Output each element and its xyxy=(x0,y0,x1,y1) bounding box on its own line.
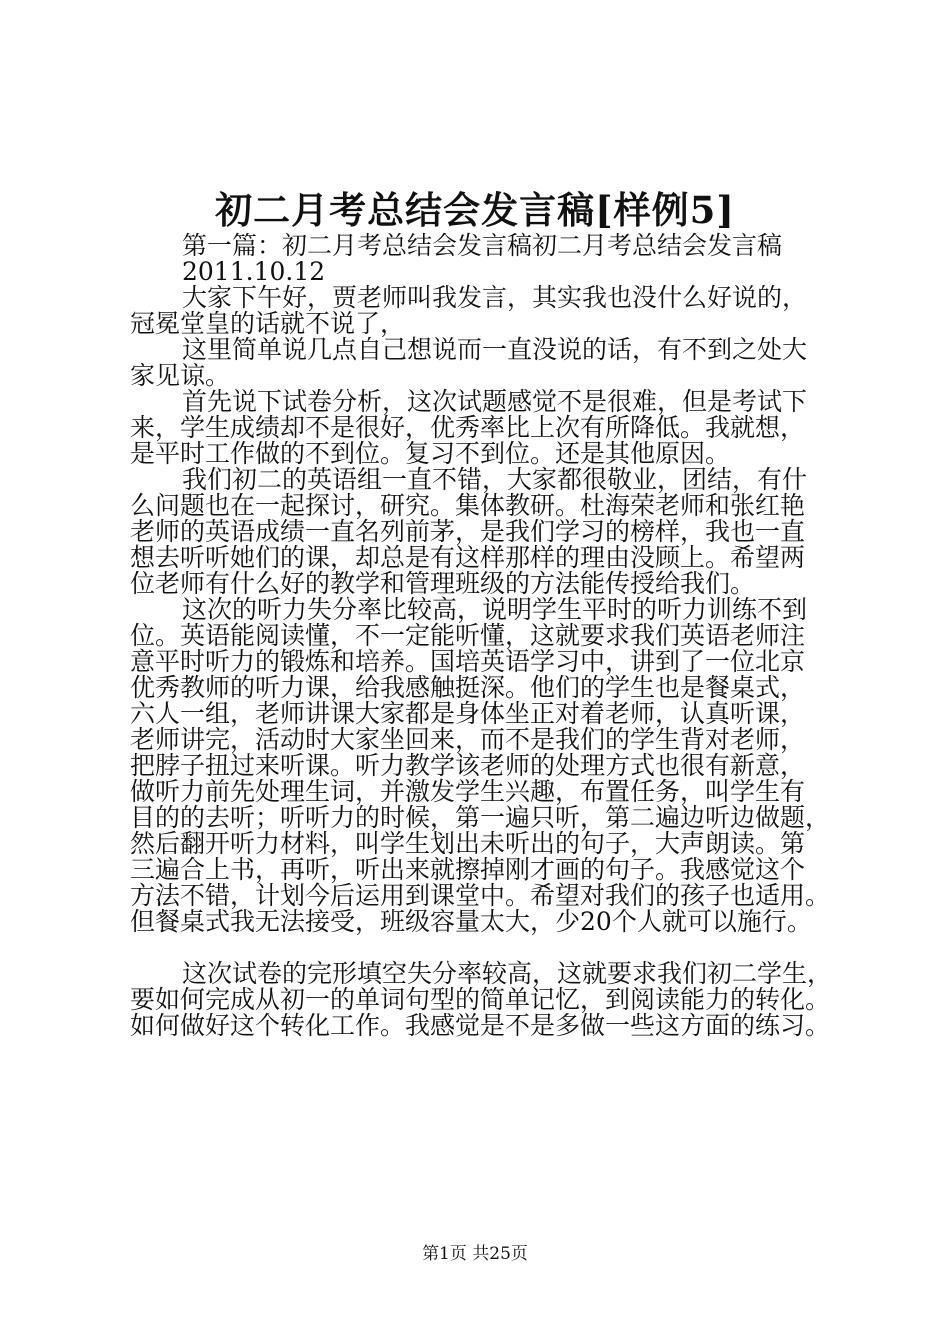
text-line: 三遍合上书，再听，听出来就擦掉刚才画的句子。我感觉这个 xyxy=(130,855,806,884)
page-footer: 第1页 共25页 xyxy=(422,1244,528,1264)
text-line: 老师讲完，活动时大家坐回来，而不是我们的学生背对老师， xyxy=(130,725,806,754)
text-line: 做听力前先处理生词，并激发学生兴趣，布置任务，叫学生有 xyxy=(130,777,806,806)
text-line: 这次试卷的完形填空失分率较高，这就要求我们初二学生， xyxy=(182,959,833,988)
blank-line xyxy=(130,935,830,961)
text-line: 如何做好这个转化工作。我感觉是不是多做一些这方面的练习。 xyxy=(130,1011,831,1040)
text-line: 六人一组，老师讲课大家都是身体坐正对着老师，认真听课， xyxy=(130,699,806,728)
text-line: 位老师有什么好的教学和管理班级的方法能传授给我们。 xyxy=(130,569,756,598)
text-line: 想去听听她们的课，却总是有这样那样的理由没顾上。希望两 xyxy=(130,543,806,572)
subtitle-date: 2011.10.12 xyxy=(182,257,326,286)
text-line: 优秀教师的听力课，给我感触挺深。他们的学生也是餐桌式， xyxy=(130,673,806,702)
text-line: 目的的去听；听听力的时候，第一遍只听，第二遍边听边做题， xyxy=(130,803,831,832)
text-line: 但餐桌式我无法接受，班级容量太大，少20个人就可以施行。 xyxy=(130,907,812,936)
text-line: 家见谅。 xyxy=(130,361,231,390)
text-line: 来，学生成绩却不是很好，优秀率比上次有所降低。我就想， xyxy=(130,413,806,442)
text-line: 首先说下试卷分析，这次试题感觉不是很难，但是考试下 xyxy=(182,387,808,416)
text-line: 我们初二的英语组一直不错，大家都很敬业，团结，有什 xyxy=(182,465,808,494)
text-line: 大家下午好，贾老师叫我发言，其实我也没什么好说的， xyxy=(182,283,808,312)
text-line: 这次的听力失分率比较高，说明学生平时的听力训练不到 xyxy=(182,595,808,624)
text-line: 么问题也在一起探讨，研究。集体教研。杜海荣老师和张红艳 xyxy=(130,491,806,520)
text-line: 把脖子扭过来听课。听力教学该老师的处理方式也很有新意， xyxy=(130,751,806,780)
text-line: 老师的英语成绩一直名列前茅，是我们学习的榜样，我也一直 xyxy=(130,517,806,546)
text-line: 这里简单说几点自己想说而一直没说的话，有不到之处大 xyxy=(182,335,808,364)
text-line: 是平时工作做的不到位。复习不到位。还是其他原因。 xyxy=(130,439,731,468)
text-line: 要如何完成从初一的单词句型的简单记忆，到阅读能力的转化。 xyxy=(130,985,831,1014)
text-line: 方法不错，计划今后运用到课堂中。希望对我们的孩子也适用。 xyxy=(130,881,831,910)
document-title: 初二月考总结会发言稿[样例5] xyxy=(215,188,735,232)
text-line: 位。英语能阅读懂，不一定能听懂，这就要求我们英语老师注 xyxy=(130,621,806,650)
text-line: 然后翻开听力材料，叫学生划出未听出的句子，大声朗读。第 xyxy=(130,829,806,858)
text-line: 意平时听力的锻炼和培养。国培英语学习中，讲到了一位北京 xyxy=(130,647,806,676)
document-body xyxy=(130,231,833,1040)
text-line: 冠冕堂皇的话就不说了， xyxy=(130,309,406,338)
subtitle-line: 第一篇：初二月考总结会发言稿初二月考总结会发言稿 xyxy=(182,231,783,260)
